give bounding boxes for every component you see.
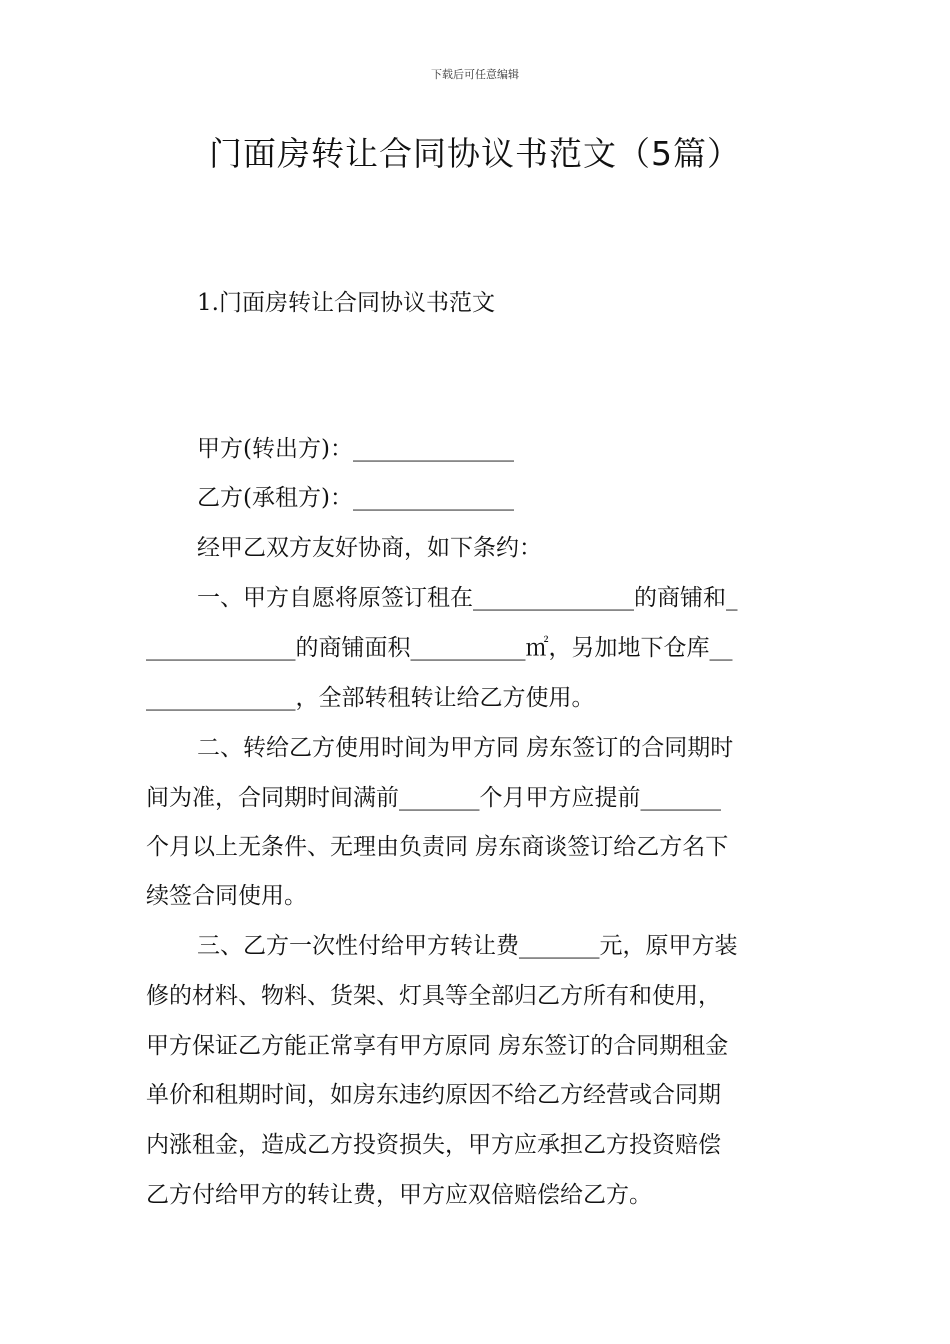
party-b-line: 乙方(承租方)：______________ <box>197 485 514 511</box>
clause-3-line-1: 三、乙方一次性付给甲方转让费_______元，原甲方装 <box>197 933 738 959</box>
clause-3-line-4: 单价和租期时间，如房东违约原因不给乙方经营或合同期 <box>146 1082 721 1108</box>
agreement-intro-line: 经甲乙双方友好协商，如下条约： <box>197 535 542 561</box>
clause-3-line-3: 甲方保证乙方能正常享有甲方原同 房东签订的合同期租金 <box>146 1033 729 1059</box>
clause-2-line-2: 间为准，合同期时间满前_______个月甲方应提前_______ <box>146 785 721 811</box>
clause-1-line-2: _____________的商铺面积__________㎡，另加地下仓库__ <box>146 635 733 661</box>
clause-3-line-2: 修的材料、物料、货架、灯具等全部归乙方所有和使用， <box>146 983 721 1009</box>
clause-2-line-1: 二、转给乙方使用时间为甲方同 房东签订的合同期时 <box>197 735 734 761</box>
clause-3-line-6: 乙方付给甲方的转让费，甲方应双倍赔偿给乙方。 <box>146 1182 652 1208</box>
clause-1-line-1: 一、甲方自愿将原签订租在______________的商铺和_ <box>197 585 738 611</box>
clause-3-line-5: 内涨租金，造成乙方投资损失，甲方应承担乙方投资赔偿 <box>146 1132 721 1158</box>
section-heading: 1.门面房转让合同协议书范文 <box>197 290 495 316</box>
clause-2-line-3: 个月以上无条件、无理由负责同 房东商谈签订给乙方名下 <box>146 834 729 860</box>
document-title: 门面房转让合同协议书范文（5篇） <box>209 134 741 173</box>
clause-1-line-3: _____________，全部转租转让给乙方使用。 <box>146 685 595 711</box>
party-a-line: 甲方(转出方)：______________ <box>197 436 514 462</box>
header-note: 下载后可任意编辑 <box>431 68 519 81</box>
clause-2-line-4: 续签合同使用。 <box>146 883 307 909</box>
